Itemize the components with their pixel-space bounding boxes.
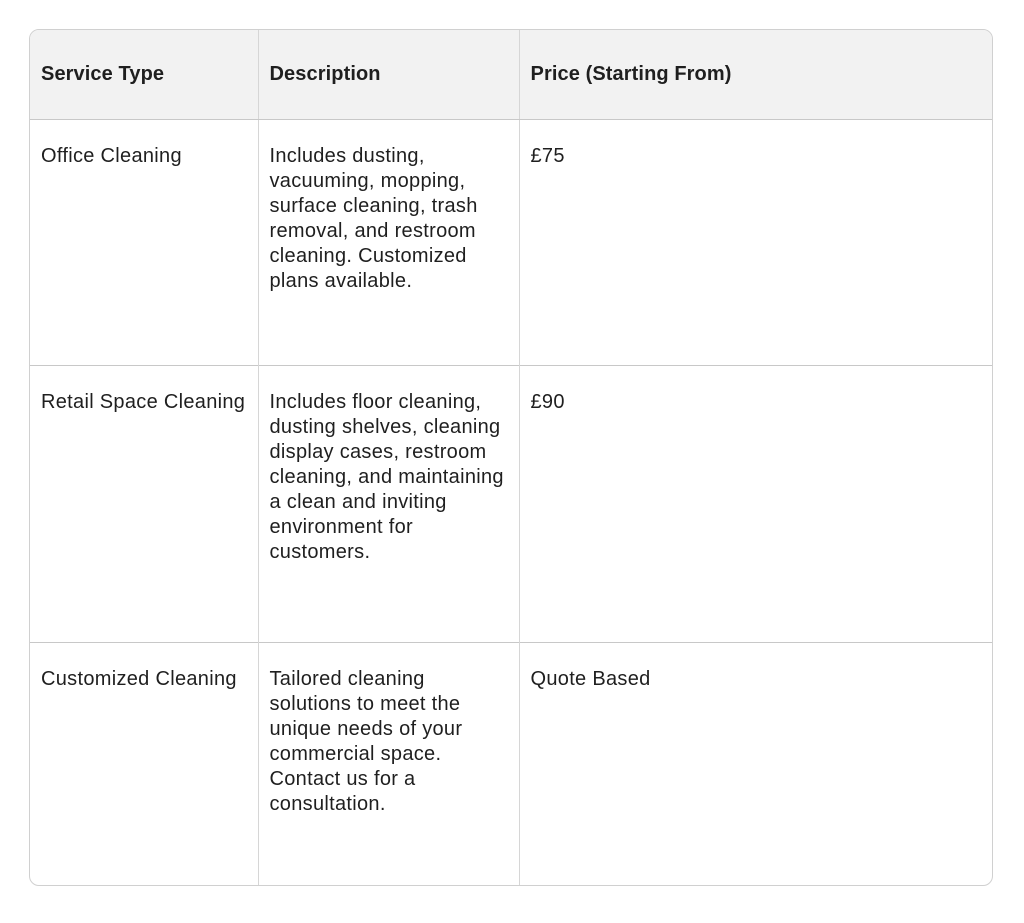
cell-price: £75 [530, 144, 565, 167]
header-row [30, 30, 992, 119]
cell-price: £90 [530, 390, 565, 413]
pricing-table [30, 30, 992, 886]
table-body [30, 119, 992, 886]
cell-service-type: Retail Space Cleaning [30, 365, 258, 642]
pricing-table-container [29, 29, 993, 886]
cell-description: Includes dusting, vacuuming, mopping, surface cleaning, trash removal, and restroom cleaning. Customized plans available. [258, 119, 519, 365]
table-row [30, 365, 992, 642]
header-service-type: Service Type [30, 30, 258, 119]
table-header [30, 30, 992, 119]
cell-service-type: Office Cleaning [30, 119, 258, 365]
table-row [30, 119, 992, 365]
cell-description: Includes floor cleaning, dusting shelves, cleaning display cases, restroom cleaning, and maintaining a clean and inviting environment for customers. [258, 365, 519, 642]
cell-service-type: Customized Cleaning [30, 642, 258, 886]
cell-price: Quote Based [530, 667, 651, 690]
cell-description: Tailored cleaning solutions to meet the unique needs of your commercial space. Contact us for a consultation. [258, 642, 519, 886]
table-row [30, 642, 992, 886]
header-description: Description [258, 30, 519, 119]
header-price: Price (Starting From) [519, 30, 992, 119]
